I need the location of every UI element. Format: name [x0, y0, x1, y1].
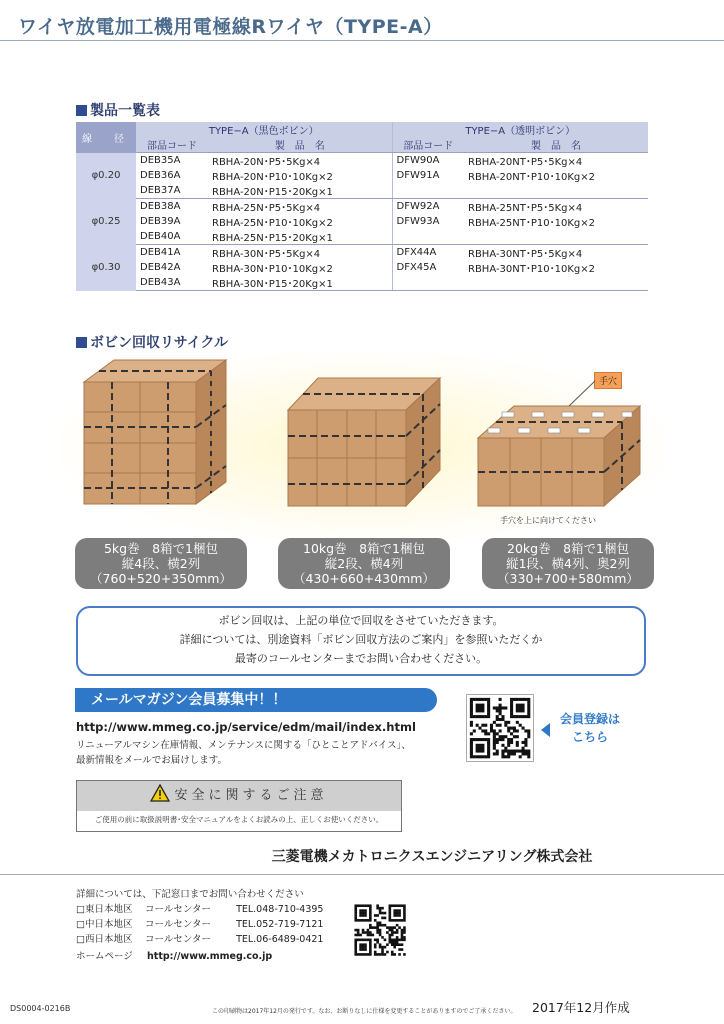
contact-center: コールセンター [145, 934, 211, 945]
diameter-cell: φ0.30 [76, 245, 136, 291]
spec-line: 縦2段、横4列 [324, 556, 404, 571]
pallet-20kg-spec [482, 538, 654, 589]
name-b-cell: RBHA-25NT･P5･5Kg×4 [468, 203, 583, 214]
contact-intro: 詳細については、下記窓口までお問い合わせください [76, 889, 304, 900]
creation-date: 2017年12月作成 [532, 1000, 630, 1015]
contact-area: □中日本地区 [76, 919, 133, 930]
table-row [76, 214, 648, 229]
name-a-cell: RBHA-30N･P5･5Kg×4 [212, 249, 321, 260]
contact-row-west [76, 932, 323, 947]
safety-notice [76, 780, 402, 832]
contact-tel: TEL.052-719-7121 [236, 919, 324, 930]
code-b-cell: DFX45A [392, 260, 464, 275]
hand-hole-tag: 手穴 [594, 372, 622, 389]
homepage-url[interactable]: http://www.mmeg.co.jp [147, 951, 273, 962]
page-title: ワイヤ放電加工機用電極線Rワイヤ（TYPE-A） [18, 16, 443, 38]
homepage-label: ホームページ [76, 951, 133, 962]
name-b-cell: RBHA-20NT･P5･5Kg×4 [468, 157, 583, 168]
contact-tel: TEL.048-710-4395 [236, 904, 324, 915]
code-a-cell: DEB36A [140, 170, 181, 181]
spec-line: 縦1段、横4列、奥2列 [506, 556, 630, 571]
register-text-line: 会員登録は [560, 712, 621, 726]
fine-print: この印刷物は2017年12月の発行です。なお、お断りなしに仕様を変更することがありますのでご了承ください。 [212, 1008, 517, 1015]
spec-line: 5kg巻 8箱で1梱包 [103, 541, 219, 556]
product-table-body [76, 153, 648, 291]
contact-row-homepage [76, 949, 323, 964]
section-square-icon [76, 337, 87, 348]
col-header-code-a: 部品コード [136, 137, 208, 153]
register-link[interactable] [560, 710, 620, 746]
code-a-cell: DEB39A [140, 216, 181, 227]
warning-icon [150, 784, 170, 802]
pallet-10kg-spec [278, 538, 450, 589]
footer-divider [0, 874, 724, 875]
document-code: DS0004-0216B [10, 1004, 71, 1013]
arrow-left-icon [541, 723, 550, 737]
code-a-cell: DEB43A [136, 275, 208, 291]
diameter-cell: φ0.20 [76, 153, 136, 199]
group-header-clear: TYPE−A（透明ボビン） [392, 122, 648, 137]
company-name: 三菱電機メカトロニクスエンジニアリング株式会社 [271, 849, 593, 865]
contact-center: コールセンター [145, 904, 211, 915]
product-table-heading-text: 製品一覧表 [90, 103, 160, 119]
qr-code-icon [467, 695, 533, 761]
code-a-cell: DEB38A [140, 201, 181, 212]
hand-hole-note: 手穴を上に向けてください [500, 516, 596, 525]
code-b-cell [392, 183, 464, 199]
qr-code-icon [352, 902, 408, 958]
mail-magazine-url[interactable]: http://www.mmeg.co.jp/service/edm/mail/index.html [76, 720, 416, 734]
product-table [76, 122, 648, 291]
product-table-heading [76, 100, 160, 120]
col-header-name-a: 製 品 名 [208, 137, 392, 153]
table-row [76, 153, 648, 169]
hand-hole-leader-line [565, 378, 597, 408]
description-line: リニューアルマシン在庫情報、メンテナンスに関する「ひとことアドバイス」、 [76, 740, 411, 751]
name-a-cell: RBHA-25N･P10･10Kg×2 [212, 218, 333, 229]
code-b-cell [392, 229, 464, 245]
contact-row-east [76, 902, 323, 917]
group-header-black: TYPE−A（黒色ボビン） [136, 122, 392, 137]
col-header-code-b: 部品コード [392, 137, 464, 153]
recycle-heading [76, 332, 228, 352]
contact-row-central [76, 917, 323, 932]
section-square-icon [76, 105, 87, 116]
code-b-cell: DFW93A [392, 214, 464, 229]
code-b-cell: DFW90A [392, 153, 464, 169]
col-header-diameter: 線 径 [76, 122, 136, 153]
recycle-notice-box [76, 606, 646, 676]
pallet-5kg-illustration [80, 352, 230, 510]
name-b-cell: RBHA-30NT･P10･10Kg×2 [468, 264, 595, 275]
code-b-cell [392, 275, 464, 291]
safety-heading [77, 781, 401, 811]
col-header-name-b: 製 品 名 [464, 137, 648, 153]
spec-line: （330+700+580mm） [497, 571, 639, 586]
name-a-cell: RBHA-30N･P10･10Kg×2 [212, 264, 333, 275]
table-row [76, 260, 648, 275]
recycle-heading-text: ボビン回収リサイクル [90, 335, 229, 351]
table-row [76, 199, 648, 215]
code-a-cell: DEB41A [140, 247, 181, 258]
name-b-cell [464, 275, 648, 291]
code-b-cell: DFX44A [392, 245, 464, 261]
name-a-cell: RBHA-30N･P15･20Kg×1 [208, 275, 392, 291]
registration-qr-code[interactable] [466, 694, 534, 762]
name-b-cell: RBHA-30NT･P5･5Kg×4 [468, 249, 583, 260]
table-row [76, 275, 648, 291]
pallet-20kg-illustration [474, 398, 644, 510]
contact-area: □東日本地区 [76, 904, 133, 915]
spec-line: 縦4段、横2列 [121, 556, 201, 571]
code-b-cell: DFW92A [392, 199, 464, 215]
code-a-cell: DEB35A [140, 155, 181, 166]
homepage-qr-code[interactable] [352, 902, 408, 958]
name-b-cell: RBHA-20NT･P10･10Kg×2 [468, 172, 595, 183]
spec-line: （430+660+430mm） [293, 571, 435, 586]
table-row [76, 245, 648, 261]
safety-heading-text: 安全に関するご注意 [174, 788, 328, 803]
contact-block [76, 887, 323, 964]
diameter-cell: φ0.25 [76, 199, 136, 245]
code-b-cell: DFW91A [392, 168, 464, 183]
register-text-line: こちら [572, 730, 609, 744]
description-line: 最新情報をメールでお届けします。 [76, 755, 228, 766]
contact-center: コールセンター [145, 919, 211, 930]
code-a-cell: DEB42A [140, 262, 181, 273]
name-a-cell: RBHA-25N･P5･5Kg×4 [212, 203, 321, 214]
notice-line: ボビン回収は、上記の単位で回収をさせていただきます。 [218, 614, 504, 627]
mail-magazine-banner: メールマガジン会員募集中！！ [75, 688, 437, 712]
name-a-cell: RBHA-25N･P15･20Kg×1 [208, 229, 392, 245]
spec-line: 10kg巻 8箱で1梱包 [303, 541, 425, 556]
pallet-5kg-spec [75, 538, 247, 589]
name-a-cell: RBHA-20N･P10･10Kg×2 [212, 172, 333, 183]
title-divider [0, 40, 724, 41]
name-a-cell: RBHA-20N･P5･5Kg×4 [212, 157, 321, 168]
code-a-cell: DEB40A [136, 229, 208, 245]
table-row [76, 168, 648, 183]
mail-magazine-description [76, 738, 411, 768]
safety-text: ご使用の前に取扱説明書･安全マニュアルをよくお読みの上、正しくお使いください。 [94, 815, 384, 824]
name-b-cell [464, 229, 648, 245]
pallet-10kg-illustration [284, 370, 444, 510]
notice-line: 詳細については、別途資料「ボビン回収方法のご案内」を参照いただくか [179, 633, 543, 646]
spec-line: 20kg巻 8箱で1梱包 [507, 541, 629, 556]
name-a-cell: RBHA-20N･P15･20Kg×1 [208, 183, 392, 199]
contact-tel: TEL.06-6489-0421 [236, 934, 324, 945]
code-a-cell: DEB37A [136, 183, 208, 199]
table-row [76, 229, 648, 245]
name-b-cell: RBHA-25NT･P10･10Kg×2 [468, 218, 595, 229]
notice-line: 最寄のコールセンターまでお問い合わせください。 [234, 652, 488, 665]
name-b-cell [464, 183, 648, 199]
table-row [76, 183, 648, 199]
contact-area: □西日本地区 [76, 934, 133, 945]
spec-line: （760+520+350mm） [90, 571, 232, 586]
